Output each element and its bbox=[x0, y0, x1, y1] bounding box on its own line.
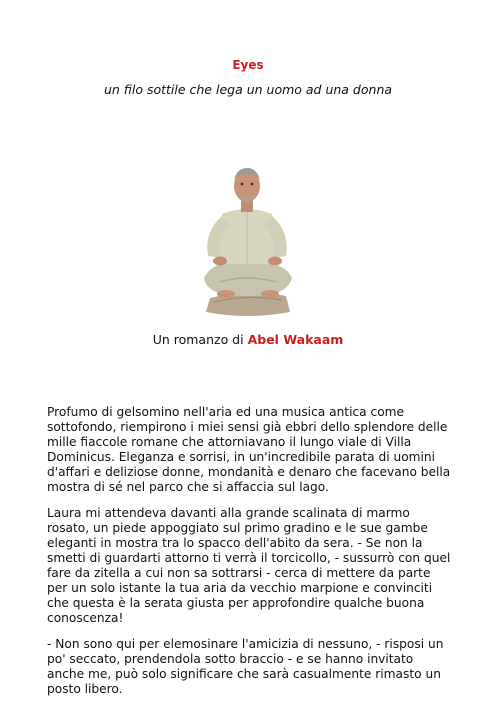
paragraph: Profumo di gelsomino nell'aria ed una musica antica come sottofondo, riempirono i miei sensi già ebbri dello splendore delle mille fiaccole romane che attorniavano il lungo viale di Villa Dominicus. Eleganza e sorrisi, in un'incredibile parata di uomini d'affari e deliziose donne, mondanità e denaro che facevano bella mostra di sé nel parco che si affaccia sul lago. bbox=[47, 405, 451, 494]
book-title: Eyes bbox=[232, 58, 264, 72]
author-name: Abel Wakaam bbox=[247, 332, 344, 347]
paragraph: Laura mi attendeva davanti alla grande scalinata di marmo rosato, un piede appoggiato sul primo gradino e le sue gambe eleganti in mostra tra lo spacco dell'abito da sera. - Se non la smetti di guardarti attorno ti verrà il torcicollo, - sussurrò con quel fare da zitella a cui non sa sottrarsi - cerca di mettere da parte per un solo istante la tua aria da vecchio marpione e convinciti che questa è la serata giusta per approfondire qualche buona conoscenza! bbox=[47, 506, 451, 625]
legs bbox=[204, 262, 292, 296]
paragraph: - Non sono qui per elemosinare l'amicizia di nessuno, - risposi un po' seccato, prendendola sotto braccio - e se hanno invitato anche me, può solo significare che sarà casualmente rimasto un posto libero. bbox=[47, 637, 444, 696]
author-photo bbox=[190, 160, 305, 322]
book-subtitle: un filo sottile che lega un uomo ad una donna bbox=[103, 82, 393, 97]
byline bbox=[0, 332, 496, 347]
byline-prefix: Un romanzo di bbox=[152, 332, 244, 347]
story-text bbox=[47, 405, 452, 708]
